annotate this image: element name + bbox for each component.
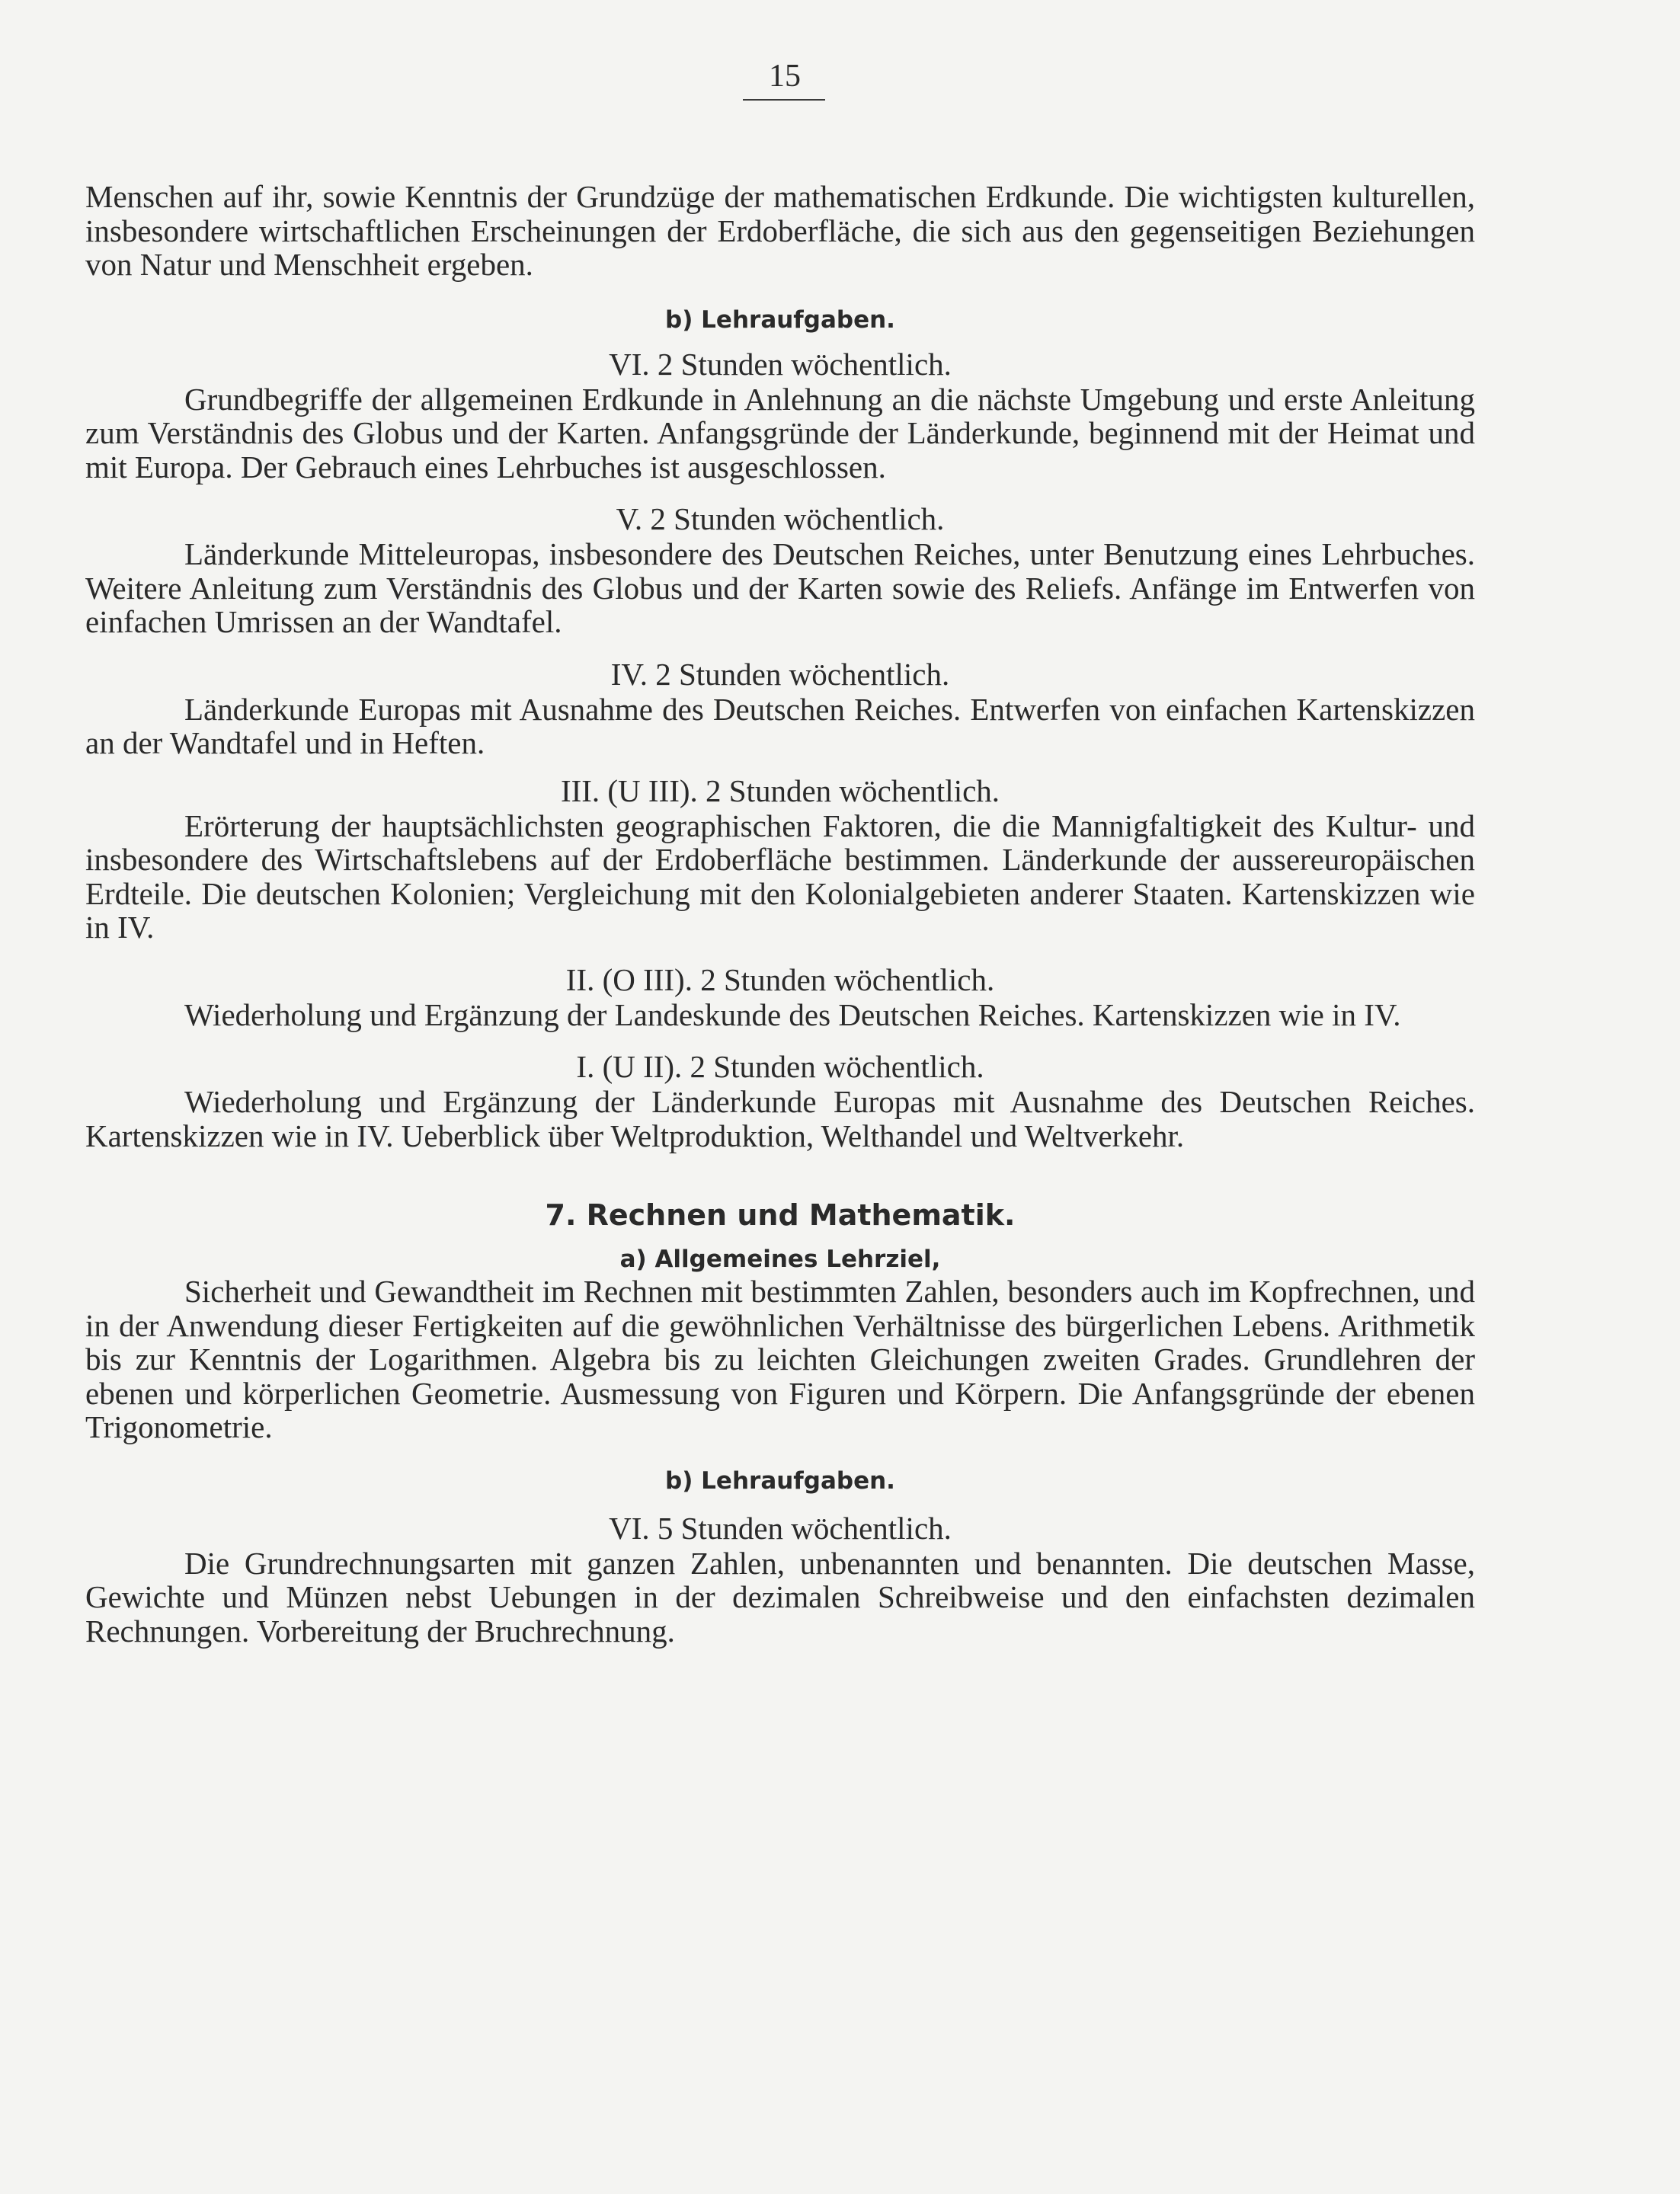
geography-grade-v-text: Länderkunde Mitteleuropas, insbesondere des Deutschen Reiches, unter Benutzung eines Lehrbuches. Weitere Anleitung zum Verständnis des Globus und der Karten sowie des Reliefs. Anfänge im Entwerfen von einfachen Umrissen an der Wandtafel.: [85, 536, 1475, 639]
geography-grade-ii-text: Wiederholung und Ergänzung der Landeskunde des Deutschen Reiches. Kartenskizzen wie in IV.: [184, 996, 1401, 1032]
intro-paragraph: Menschen auf ihr, sowie Kenntnis der Grundzüge der mathematischen Erdkunde. Die wichtigsten kulturellen, insbesondere wirtschaftlichen Erscheinungen der Erdoberfläche, die sich aus den gegenseitigen Beziehungen von Natur und Menschheit ergeben.: [85, 179, 1475, 282]
geography-grade-iv-heading: IV. 2 Stunden wöchentlich.: [610, 656, 950, 692]
geography-grade-i-heading: I. (U II). 2 Stunden wöchentlich.: [576, 1049, 984, 1084]
page-number-underline: [743, 99, 825, 101]
geography-grade-i-text: Wiederholung und Ergänzung der Länderkunde Europas mit Ausnahme des Deutschen Reiches. Kartenskizzen wie in IV. Ueberblick über Weltproduktion, Welthandel und Weltverkehr.: [85, 1084, 1475, 1153]
page-number: 15: [769, 59, 801, 94]
geography-grade-iv-text: Länderkunde Europas mit Ausnahme des Deutschen Reiches. Entwerfen von einfachen Kartenskizzen an der Wandtafel und in Heften.: [85, 691, 1475, 760]
mathematics-section-heading: 7. Rechnen und Mathematik.: [545, 1198, 1016, 1232]
geography-grade-vi-text: Grundbegriffe der allgemeinen Erdkunde in Anlehnung an die nächste Umgebung und erste Anleitung zum Verständnis des Globus und der Karten. Anfangsgründe der Länderkunde, beginnend mit der Heimat und mit Europa. Der Gebrauch eines Lehrbuches ist ausgeschlossen.: [85, 381, 1475, 485]
mathematics-lehrziel-text: Sicherheit und Gewandtheit im Rechnen mit bestimmten Zahlen, besonders auch im Kopfrechnen, und in der Anwendung dieser Fertigkeiten auf die gewöhnlichen Verhältnisse des bürgerlichen Lebens. Arithmetik bis zur Kenntnis der Logarithmen. Algebra bis zu leichten Gleichungen zweiten Grades. Grundlehren der ebenen und körperlichen Geometrie. Ausmessung von Figuren und Körpern. Die Anfangsgründe der ebenen Trigonometrie.: [85, 1274, 1475, 1444]
geography-grade-iii-heading: III. (U III). 2 Stunden wöchentlich.: [560, 772, 1000, 808]
geography-grade-iii-text: Erörterung der hauptsächlichsten geographischen Faktoren, die die Mannigfaltigkeit des Kultur- und insbesondere des Wirtschaftslebens auf der Erdoberfläche bestimmen. Länderkunde der aussereuropäischen Erdteile. Die deutschen Kolonien; Vergleichung mit den Kolonialgebieten anderer Staaten. Kartenskizzen wie in IV.: [85, 808, 1475, 945]
mathematics-grade-vi-text: Die Grundrechnungsarten mit ganzen Zahlen, unbenannten und benannten. Die deutschen Masse, Gewichte und Münzen nebst Uebungen in der dezimalen Schreibweise und den einfachsten dezimalen Rechnungen. Vorbereitung der Bruchrechnung.: [85, 1545, 1475, 1649]
mathematics-lehraufgaben-heading: b) Lehraufgaben.: [665, 1466, 895, 1495]
page-body: [85, 180, 1475, 1648]
geography-lehraufgaben-heading: b) Lehraufgaben.: [665, 305, 895, 334]
geography-grade-vi-heading: VI. 2 Stunden wöchentlich.: [609, 346, 952, 382]
geography-grade-ii-heading: II. (O III). 2 Stunden wöchentlich.: [565, 961, 995, 997]
geography-grade-v-heading: V. 2 Stunden wöchentlich.: [616, 501, 945, 536]
mathematics-grade-vi-heading: VI. 5 Stunden wöchentlich.: [609, 1510, 952, 1546]
mathematics-lehrziel-heading: a) Allgemeines Lehrziel,: [619, 1246, 941, 1273]
